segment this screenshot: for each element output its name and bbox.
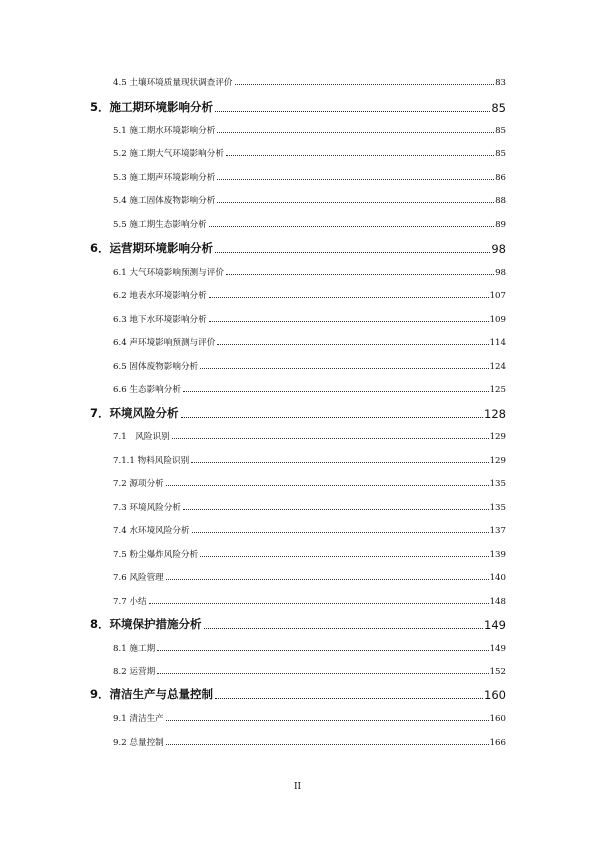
toc-entry-page: 139 (489, 550, 506, 560)
dot-leader (209, 320, 489, 322)
dot-leader (157, 649, 488, 651)
toc-entry-page: 135 (489, 479, 506, 489)
dot-leader (191, 461, 488, 463)
toc-chapter[interactable] (90, 240, 506, 256)
toc-entry-label: 6.2 地表水环境影响分析 (113, 291, 207, 301)
toc-entry-page: 148 (489, 597, 506, 607)
toc-chapter-page: 160 (484, 688, 506, 702)
dot-leader (172, 437, 489, 439)
toc-entry-label: 7.7 小结 (113, 597, 147, 607)
toc-entry-label: 6.4 声环境影响预测与评价 (113, 338, 216, 348)
toc-entry-label: 7.3 环境风险分析 (113, 503, 181, 513)
toc-entry[interactable] (113, 171, 506, 183)
dot-leader (226, 273, 494, 275)
dot-leader (166, 719, 489, 721)
toc-entry[interactable] (113, 383, 506, 395)
toc-entry-label: 6.6 生态影响分析 (113, 385, 181, 395)
toc-chapter[interactable] (90, 405, 506, 421)
toc-entry[interactable] (113, 548, 506, 560)
toc-entry-label: 9.1 清洁生产 (113, 714, 164, 724)
toc-entry-label: 6.1 大气环境影响预测与评价 (113, 268, 224, 278)
toc-entry-label: 7.2 源项分析 (113, 479, 164, 489)
dot-leader (235, 83, 495, 85)
toc-entry[interactable] (113, 524, 506, 536)
toc-entry-page: 152 (489, 667, 506, 677)
toc-entry[interactable] (113, 712, 506, 724)
dot-leader (166, 743, 489, 745)
toc-entry-page: 129 (489, 432, 506, 442)
toc-entry-page: 140 (489, 573, 506, 583)
toc-chapter-page: 149 (484, 618, 506, 632)
toc-entry-page: 85 (495, 149, 506, 159)
toc-entry[interactable] (113, 266, 506, 278)
toc-entry-label: 7.5 粉尘爆炸风险分析 (113, 550, 199, 560)
toc-entry-label: 5.4 施工固体废物影响分析 (113, 196, 216, 206)
dot-leader (200, 555, 488, 557)
toc-entry[interactable] (113, 76, 506, 88)
toc-entry-label: 7.1.1 物料风险识别 (113, 456, 190, 466)
toc-entry[interactable] (113, 477, 506, 489)
page-number: II (293, 782, 302, 792)
toc-entry[interactable] (113, 194, 506, 206)
dot-leader (166, 578, 489, 580)
toc-chapter-page: 85 (491, 101, 506, 115)
toc-entry[interactable] (113, 313, 506, 325)
toc-entry-label: 7.1 风险识别 (113, 432, 170, 442)
toc-entry-label: 6.3 地下水环境影响分析 (113, 315, 207, 325)
toc-chapter-page: 98 (491, 242, 506, 256)
toc-entry-page: 125 (489, 385, 506, 395)
toc-entry-page: 135 (489, 503, 506, 513)
toc-chapter-label: 8．环境保护措施分析 (90, 617, 202, 631)
toc-entry-page: 107 (489, 291, 506, 301)
dot-leader (157, 672, 488, 674)
toc-entry-page: 109 (489, 315, 506, 325)
toc-entry[interactable] (113, 336, 506, 348)
dot-leader (204, 627, 484, 629)
dot-leader (183, 508, 489, 510)
toc-entry[interactable] (113, 360, 506, 372)
toc-entry[interactable] (113, 124, 506, 136)
toc-entry-label: 7.6 风险管理 (113, 573, 164, 583)
dot-leader (217, 178, 494, 180)
dot-leader (215, 697, 483, 699)
toc-entry[interactable] (113, 147, 506, 159)
toc-entry-page: 129 (489, 456, 506, 466)
toc-entry-label: 8.1 施工期 (113, 644, 156, 654)
toc-entry[interactable] (113, 736, 506, 748)
toc-entry-label: 4.5 土壤环境质量现状调查评价 (113, 78, 233, 88)
toc-entry[interactable] (113, 665, 506, 677)
dot-leader (226, 154, 494, 156)
toc-entry-label: 6.5 固体废物影响分析 (113, 362, 199, 372)
toc-chapter[interactable] (90, 686, 506, 702)
dot-leader (166, 484, 489, 486)
toc-entry-page: 85 (495, 126, 506, 136)
toc-entry-page: 89 (495, 220, 506, 230)
toc-chapter[interactable] (90, 616, 506, 632)
dot-leader (217, 201, 494, 203)
toc-entry-page: 124 (489, 362, 506, 372)
toc-entry-page: 166 (489, 738, 506, 748)
toc-entry-label: 7.4 水环境风险分析 (113, 526, 190, 536)
toc-entry-page: 88 (495, 196, 506, 206)
toc-chapter-label: 9．清洁生产与总量控制 (90, 687, 214, 701)
toc-entry-page: 114 (489, 338, 506, 348)
toc-entry-page: 160 (489, 714, 506, 724)
dot-leader (217, 343, 488, 345)
toc-entry-label: 5.3 施工期声环境影响分析 (113, 173, 216, 183)
dot-leader (215, 251, 490, 253)
toc-entry[interactable] (113, 454, 506, 466)
toc-chapter-label: 6．运营期环境影响分析 (90, 241, 214, 255)
toc-entry-page: 98 (495, 268, 506, 278)
dot-leader (181, 416, 484, 418)
dot-leader (215, 110, 490, 112)
toc-entry[interactable] (113, 595, 506, 607)
toc-entry[interactable] (113, 218, 506, 230)
toc-entry-page: 86 (495, 173, 506, 183)
toc-entry[interactable] (113, 430, 506, 442)
toc-entry-page: 149 (489, 644, 506, 654)
toc-entry[interactable] (113, 501, 506, 513)
toc-chapter[interactable] (90, 99, 506, 115)
dot-leader (209, 225, 494, 227)
toc-chapter-label: 7．环境风险分析 (90, 406, 179, 420)
toc-entry[interactable] (113, 571, 506, 583)
toc-entry-page: 137 (489, 526, 506, 536)
dot-leader (217, 131, 494, 133)
toc-entry-label: 9.2 总量控制 (113, 738, 164, 748)
dot-leader (149, 602, 489, 604)
toc-entry[interactable] (113, 642, 506, 654)
toc-entry-label: 8.2 运营期 (113, 667, 156, 677)
toc-chapter-label: 5．施工期环境影响分析 (90, 100, 214, 114)
dot-leader (209, 296, 489, 298)
toc-entry-label: 5.5 施工期生态影响分析 (113, 220, 207, 230)
dot-leader (200, 367, 488, 369)
dot-leader (183, 390, 489, 392)
toc-entry-label: 5.2 施工期大气环境影响分析 (113, 149, 224, 159)
dot-leader (192, 531, 489, 533)
toc-entry-page: 83 (495, 78, 506, 88)
toc-entry-label: 5.1 施工期水环境影响分析 (113, 126, 216, 136)
toc-chapter-page: 128 (484, 407, 506, 421)
toc-entry[interactable] (113, 289, 506, 301)
